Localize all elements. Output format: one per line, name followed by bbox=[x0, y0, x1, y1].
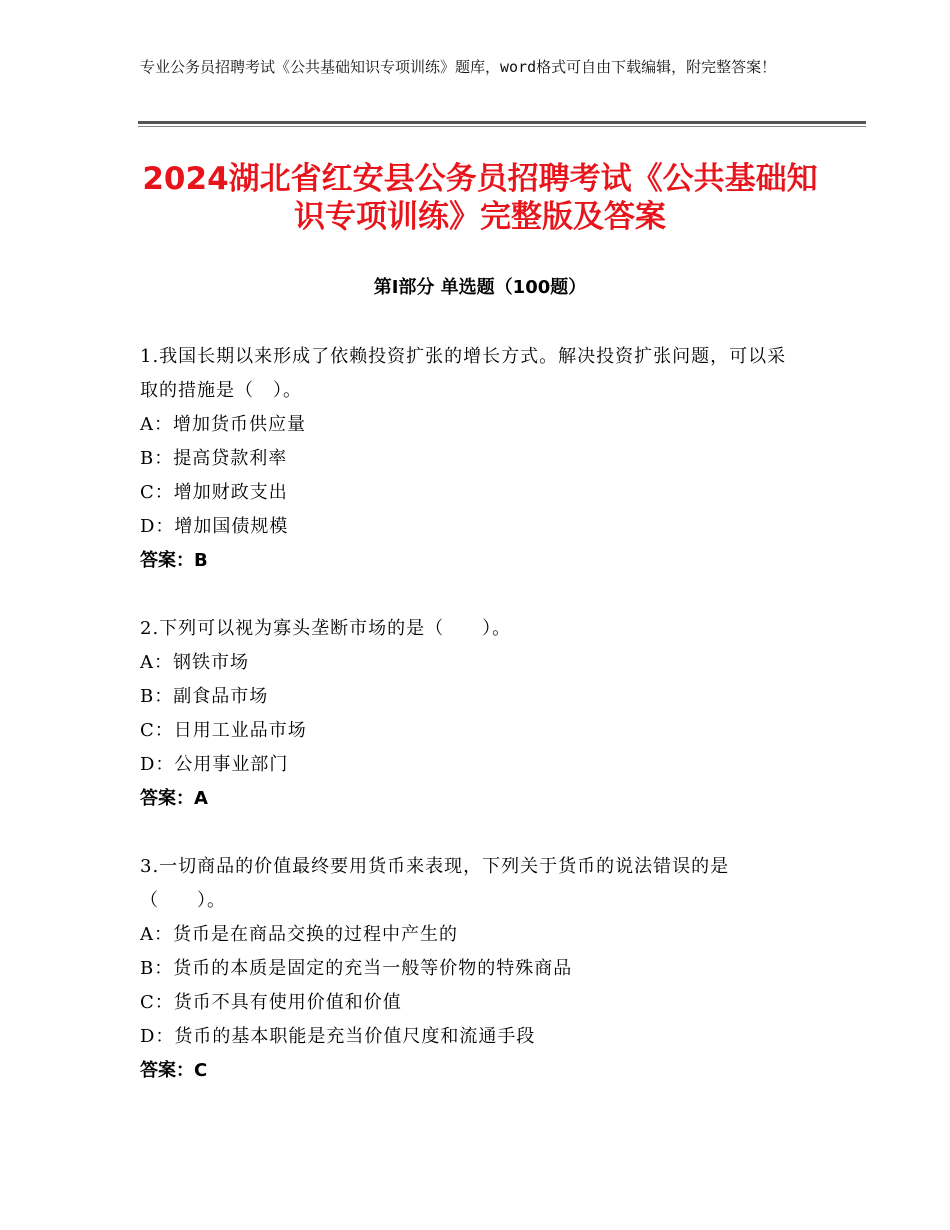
question-list bbox=[140, 340, 820, 1088]
option-b: B：副食品市场 bbox=[140, 686, 269, 707]
question-spacer bbox=[140, 816, 820, 850]
question-stem: 3.一切商品的价值最终要用货币来表现，下列关于货币的说法错误的是（ ）。 bbox=[140, 856, 730, 911]
section-heading: 第Ⅰ部分 单选题（100题） bbox=[373, 277, 587, 298]
header-rule-thick bbox=[138, 121, 866, 124]
header-note: 专业公务员招聘考试《公共基础知识专项训练》题库，word格式可自由下载编辑，附完整答案！ bbox=[140, 58, 777, 76]
header-rule-thin bbox=[138, 126, 866, 127]
question-spacer bbox=[140, 578, 820, 612]
option-b: B：提高贷款利率 bbox=[140, 448, 288, 469]
question-2 bbox=[140, 612, 820, 816]
answer-line: 答案：A bbox=[140, 788, 208, 809]
question-3 bbox=[140, 850, 820, 1088]
option-a: A：钢铁市场 bbox=[140, 652, 249, 673]
option-b: B：货币的本质是固定的充当一般等价物的特殊商品 bbox=[140, 958, 573, 979]
option-c: C：增加财政支出 bbox=[140, 482, 288, 503]
option-d: D：货币的基本职能是充当价值尺度和流通手段 bbox=[140, 1026, 536, 1047]
option-d: D：公用事业部门 bbox=[140, 754, 289, 775]
answer-line: 答案：C bbox=[140, 1060, 208, 1081]
option-c: C：日用工业品市场 bbox=[140, 720, 307, 741]
option-c: C：货币不具有使用价值和价值 bbox=[140, 992, 402, 1013]
question-stem: 1.我国长期以来形成了依赖投资扩张的增长方式。解决投资扩张问题，可以采取的措施是（ ）。 bbox=[140, 346, 787, 401]
option-d: D：增加国债规模 bbox=[140, 516, 289, 537]
option-a: A：货币是在商品交换的过程中产生的 bbox=[140, 924, 458, 945]
question-stem: 2.下列可以视为寡头垄断市场的是（ ）。 bbox=[140, 618, 512, 639]
option-a: A：增加货币供应量 bbox=[140, 414, 306, 435]
answer-line: 答案：B bbox=[140, 550, 208, 571]
question-1 bbox=[140, 340, 820, 578]
document-title: 2024湖北省红安县公务员招聘考试《公共基础知识专项训练》完整版及答案 bbox=[142, 161, 818, 235]
